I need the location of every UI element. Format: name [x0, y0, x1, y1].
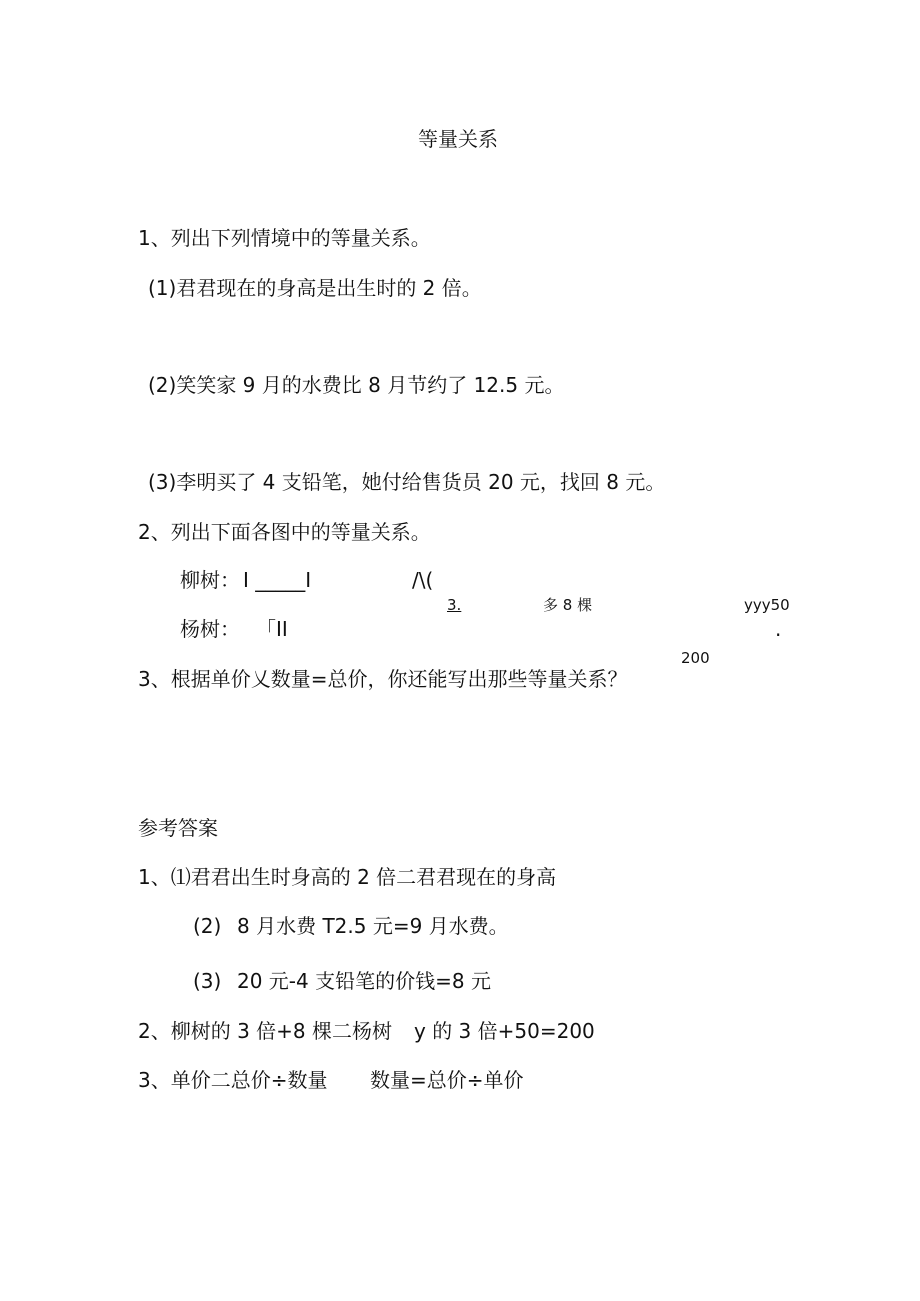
bracket-mark: /\(	[412, 568, 434, 592]
diagram-note-more: 多 8 棵	[543, 596, 593, 614]
poplar-bar: 「II	[256, 617, 288, 641]
q1-heading: 1、列出下列情境中的等量关系。	[138, 226, 431, 250]
answer-1-2-number: (2)	[193, 914, 222, 938]
diagram-note-dot: .	[775, 617, 782, 641]
q3-heading: 3、根据单价乂数量=总价，你还能写出那些等量关系？	[138, 667, 628, 691]
answer-1-3-number: (3)	[193, 969, 222, 993]
diagram-note-3: 3.	[447, 596, 462, 614]
diagram-note-200: 200	[681, 649, 710, 667]
answer-1-1: 1、⑴君君出生时身高的 2 倍二君君现在的身高	[138, 865, 557, 889]
answer-2-part-2: y 的 3 倍+50=200	[414, 1019, 595, 1043]
answers-heading: 参考答案	[138, 816, 218, 840]
page-title: 等量关系	[418, 127, 498, 151]
answer-1-3-text: 20 元-4 支铅笔的价钱=8 元	[237, 969, 491, 993]
willow-bar: I _____I	[243, 568, 312, 592]
answer-2-part-1: 2、柳树的 3 倍+8 棵二杨树	[138, 1019, 393, 1043]
answer-1-2-text: 8 月水费 T2.5 元=9 月水费。	[237, 914, 509, 938]
willow-label: 柳树：	[180, 568, 240, 592]
poplar-label: 杨树：	[180, 617, 240, 641]
answer-3-part-2: 数量=总价÷单价	[370, 1068, 524, 1092]
q2-heading: 2、列出下面各图中的等量关系。	[138, 520, 431, 544]
q1-item-3: (3)李明买了 4 支铅笔，她付给售货员 20 元，找回 8 元。	[148, 470, 666, 494]
diagram-note-yyy50: yyy50	[744, 596, 790, 614]
q1-item-1: (1)君君现在的身高是出生时的 2 倍。	[148, 276, 482, 300]
q1-item-2: (2)笑笑家 9 月的水费比 8 月节约了 12.5 元。	[148, 373, 565, 397]
answer-3-part-1: 3、单价二总价÷数量	[138, 1068, 328, 1092]
